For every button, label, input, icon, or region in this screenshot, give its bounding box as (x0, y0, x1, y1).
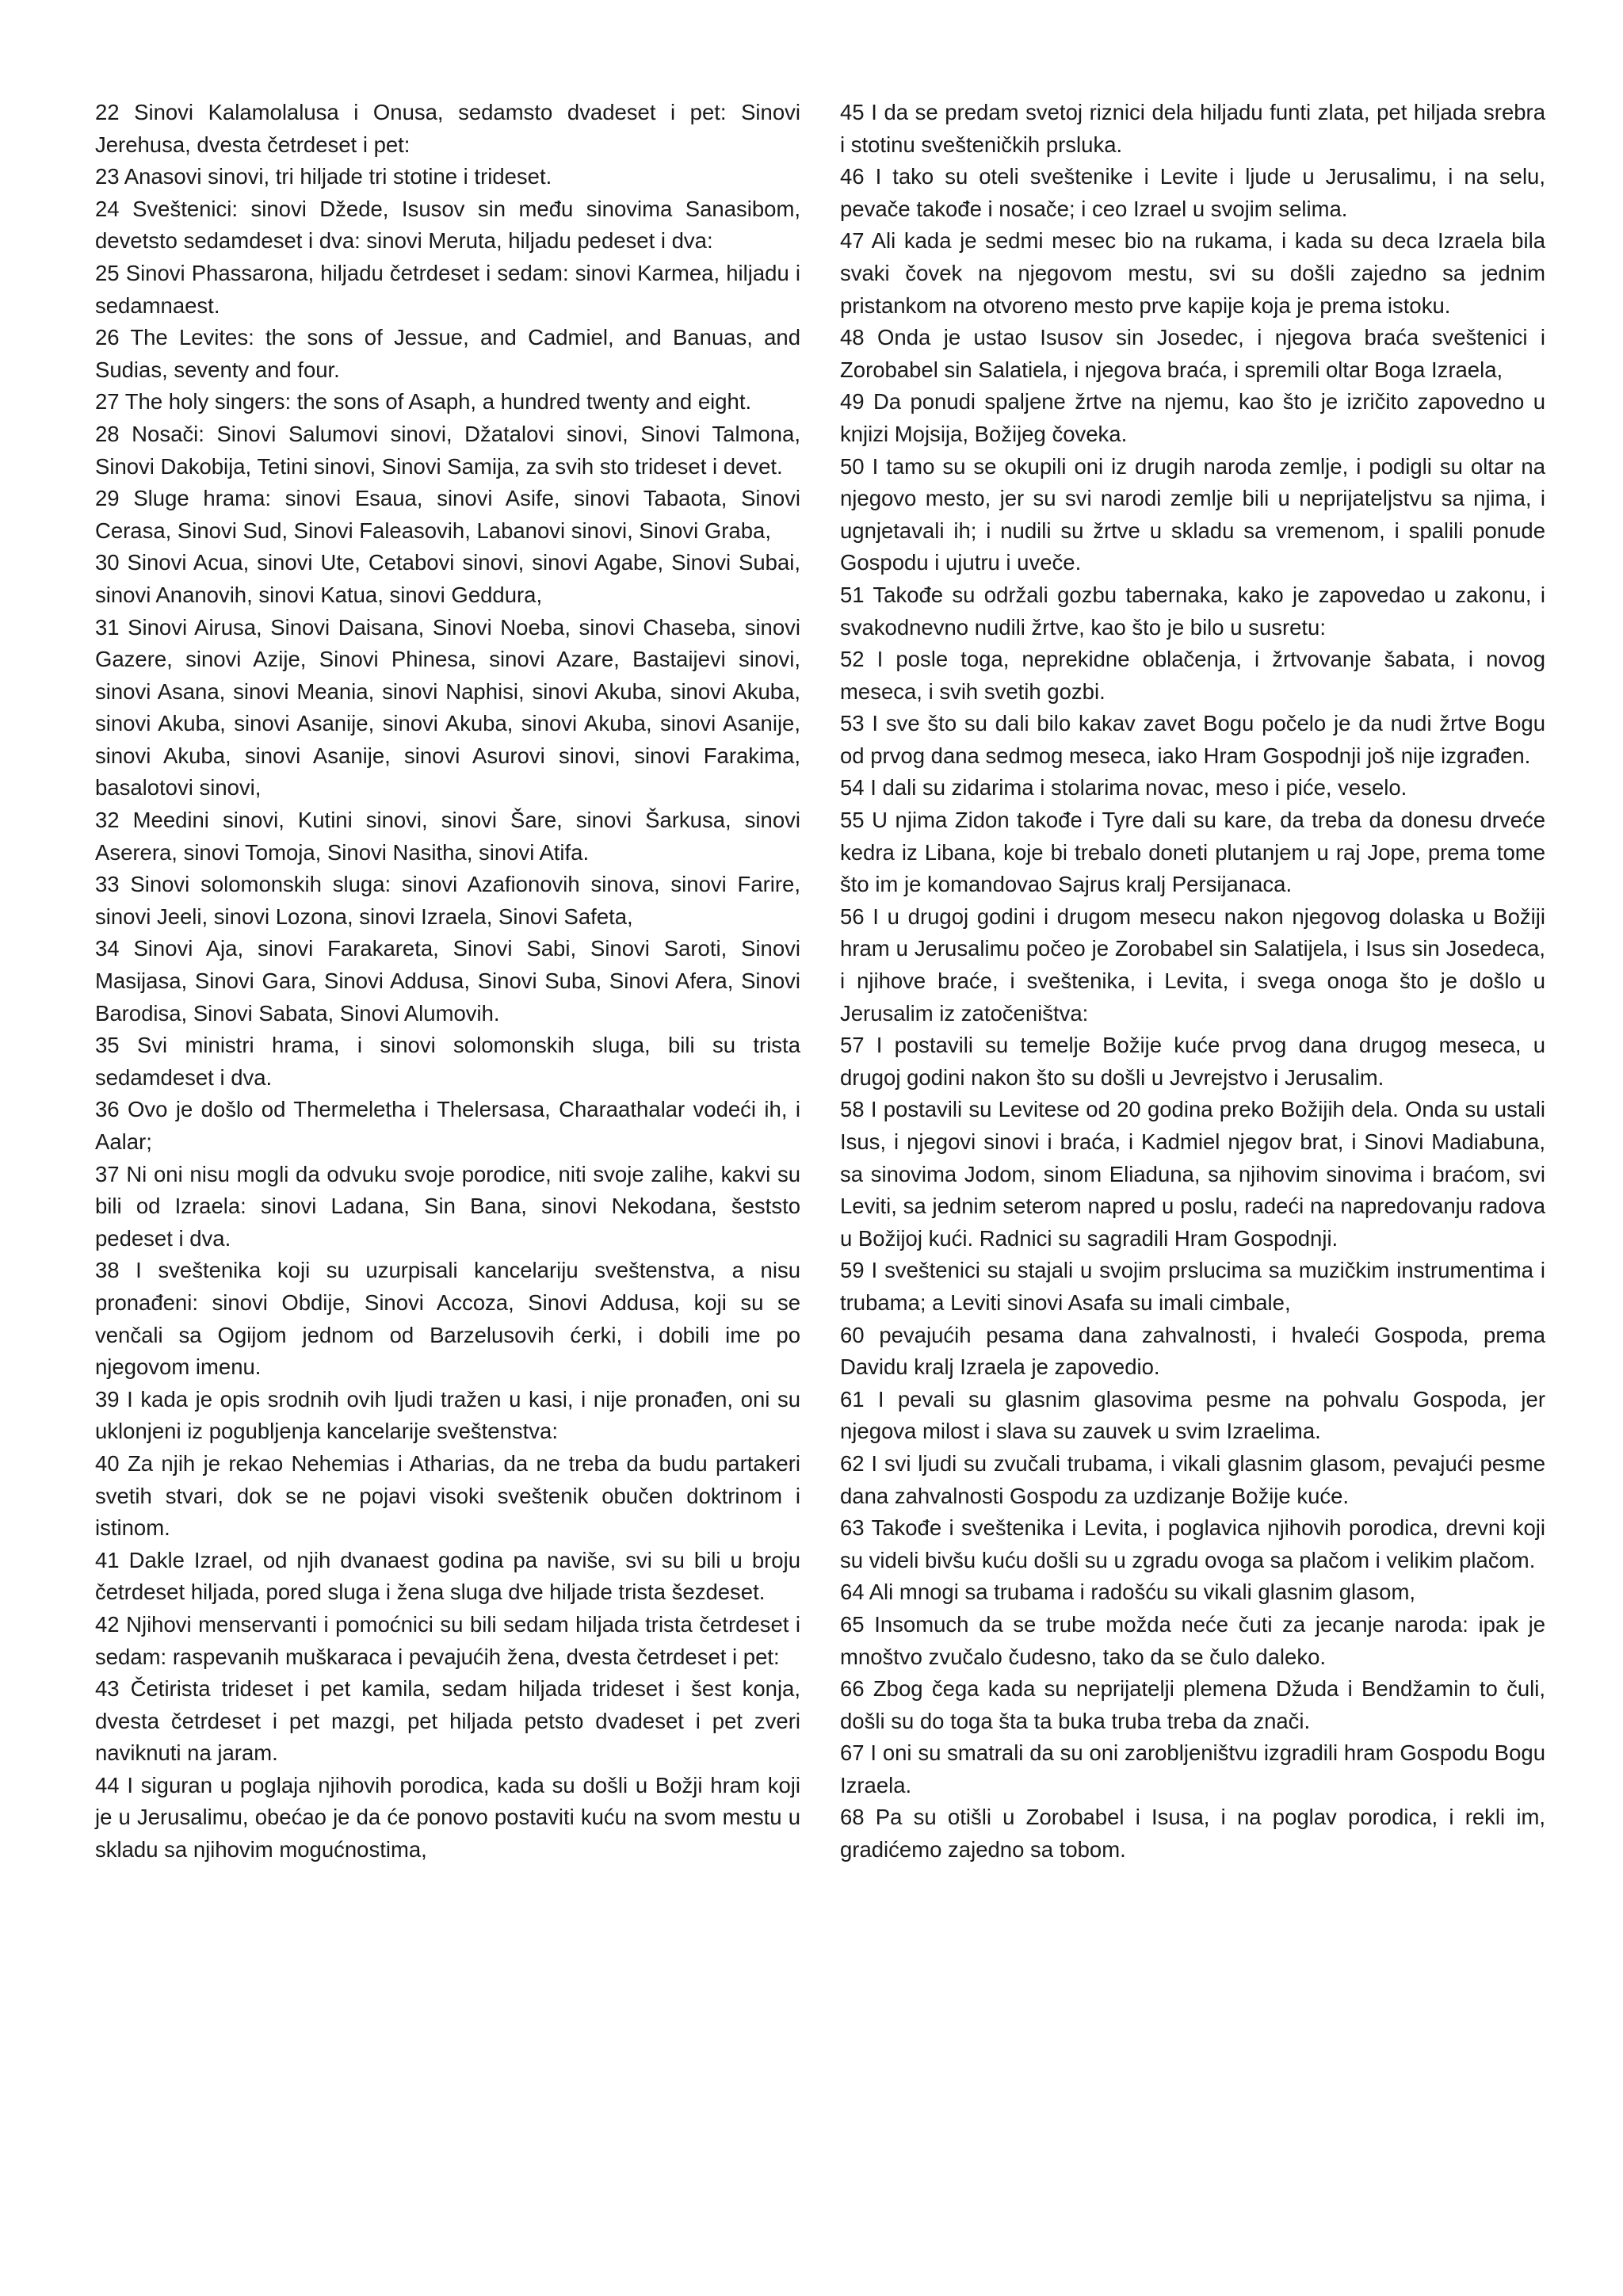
verse-paragraph: 38 I sveštenika koji su uzurpisali kancelariju sveštenstva, a nisu pronađeni: sinovi Obdije, Sinovi Accoza, Sinovi Addusa, koji su se venčali sa Ogijom jednom od Barzelusovih ćerki, i dobili ime po njegovom imenu. (95, 1258, 800, 1380)
document-page (95, 97, 1545, 2237)
verse-paragraph: 62 I svi ljudi su zvučali trubama, i vikali glasnim glasom, pevajući pesme dana zahvalnosti Gospodu za uzdizanje Božije kuće. (840, 1450, 1545, 1508)
verse-paragraph: 22 Sinovi Kalamolalusa i Onusa, sedamsto dvadeset i pet: Sinovi Jerehusa, dvesta četrdeset i pet: (95, 100, 800, 157)
verse-paragraph: 25 Sinovi Phassarona, hiljadu četrdeset i sedam: sinovi Karmea, hiljadu i sedamnaest. (95, 260, 800, 318)
verse-paragraph: 57 I postavili su temelje Božije kuće prvog dana drugog meseca, u drugoj godini nakon što su došli u Jevrejstvo i Jerusalim. (840, 1033, 1545, 1090)
verse-paragraph: 31 Sinovi Airusa, Sinovi Daisana, Sinovi Noeba, sinovi Chaseba, sinovi Gazere, sinovi Azije, Sinovi Phinesa, sinovi Azare, Bastaijevi sinovi, sinovi Asana, sinovi Meania, sinovi Naphisi, sinovi Akuba, sinovi Akuba, sinovi Akuba, sinovi Asanije, sinovi Akuba, sinovi Akuba, sinovi Asanije, sinovi Akuba, sinovi Asanije, sinovi Asurovi sinovi, sinovi Farakima, basalotovi sinovi, (95, 614, 800, 800)
verse-paragraph: 46 I tako su oteli sveštenike i Levite i ljude u Jerusalimu, i na selu, pevače takođe i nosače; i ceo Izrael u svojim selima. (840, 164, 1545, 221)
verse-paragraph: 23 Anasovi sinovi, tri hiljade tri stotine i trideset. (95, 164, 552, 189)
verse-paragraph: 27 The holy singers: the sons of Asaph, a hundred twenty and eight. (95, 389, 752, 415)
verse-paragraph: 32 Meedini sinovi, Kutini sinovi, sinovi Šare, sinovi Šarkusa, sinovi Aserera, sinovi Tomoja, Sinovi Nasitha, sinovi Atifa. (95, 808, 800, 865)
verse-paragraph: 34 Sinovi Aja, sinovi Farakareta, Sinovi Sabi, Sinovi Saroti, Sinovi Masijasa, Sinovi Gara, Sinovi Addusa, Sinovi Suba, Sinovi Afera, Sinovi Barodisa, Sinovi Sabata, Sinovi Alumovih. (95, 936, 800, 1026)
verse-paragraph: 63 Takođe i sveštenika i Levita, i poglavica njihovih porodica, drevni koji su videli bivšu kuću došli su u zgradu ovoga sa plačom i velikim plačom. (840, 1515, 1545, 1572)
verse-paragraph: 44 I siguran u poglaja njihovih porodica, kada su došli u Božji hram koji je u Jerusalimu, obećao je da će ponovo postaviti kuću na svom mestu u skladu sa njihovim mogućnostima, (95, 1772, 800, 1862)
verse-paragraph: 33 Sinovi solomonskih sluga: sinovi Azafionovih sinova, sinovi Farire, sinovi Jeeli, sinovi Lozona, sinovi Izraela, Sinovi Safeta, (95, 872, 800, 929)
verse-paragraph: 55 U njima Zidon takođe i Tyre dali su kare, da treba da donesu drveće kedra iz Libana, koje bi trebalo doneti plutanjem u raj Jope, prema tome što im je komandovao Sajrus kralj Persijanaca. (840, 808, 1545, 897)
verse-paragraph: 45 I da se predam svetoj riznici dela hiljadu funti zlata, pet hiljada srebra i stotinu svešteničkih prsluka. (840, 100, 1545, 157)
verse-paragraph: 48 Onda je ustao Isusov sin Josedec, i njegova braća sveštenici i Zorobabel sin Salatiela, i njegova braća, i spremili oltar Boga Izraela, (840, 325, 1545, 382)
verse-paragraph: 64 Ali mnogi sa trubama i radošću su vikali glasnim glasom, (840, 1580, 1416, 1605)
verse-paragraph: 49 Da ponudi spaljene žrtve na njemu, kao što je izričito zapovedno u knjizi Mojsija, Božijeg čoveka. (840, 389, 1545, 446)
verse-paragraph: 40 Za njih je rekao Nehemias i Atharias, da ne treba da budu partakeri svetih stvari, dok se ne pojavi visoki sveštenik obučen doktrinom i istinom. (95, 1450, 800, 1541)
verse-paragraph: 35 Svi ministri hrama, i sinovi solomonskih sluga, bili su trista sedamdeset i dva. (95, 1033, 800, 1090)
verse-paragraph: 53 I sve što su dali bilo kakav zavet Bogu počelo je da nudi žrtve Bogu od prvog dana sedmog meseca, iako Hram Gospodnji još nije izgrađen. (840, 711, 1545, 768)
verse-paragraph: 47 Ali kada je sedmi mesec bio na rukama, i kada su deca Izraela bila svaki čovek na njegovom mestu, svi su došli zajedno sa jednim pristankom na otvoreno mesto prve kapije koja je prema istoku. (840, 228, 1545, 318)
verse-paragraph: 56 I u drugoj godini i drugom mesecu nakon njegovog dolaska u Božiji hram u Jerusalimu počeo je Zorobabel sin Salatijela, i Isus sin Josedeca, i njihove braće, i sveštenika, i Levita, i svega onoga što je došlo u Jerusalim iz zatočeništva: (840, 904, 1545, 1026)
verse-paragraph: 66 Zbog čega kada su neprijatelji plemena Džuda i Bendžamin to čuli, došli su do toga šta ta buka truba treba da znači. (840, 1676, 1545, 1733)
verse-paragraph: 54 I dali su zidarima i stolarima novac, meso i piće, veselo. (840, 775, 1407, 800)
verse-paragraph: 24 Sveštenici: sinovi Džede, Isusov sin među sinovima Sanasibom, devetsto sedamdeset i dva: sinovi Meruta, hiljadu pedeset i dva: (95, 196, 800, 254)
verse-paragraph: 30 Sinovi Acua, sinovi Ute, Cetabovi sinovi, sinovi Agabe, Sinovi Subai, sinovi Ananovih, sinovi Katua, sinovi Geddura, (95, 550, 800, 607)
verse-paragraph: 43 Četirista trideset i pet kamila, sedam hiljada trideset i šest konja, dvesta četrdeset i pet mazgi, pet hiljada petsto dvadeset i pet zveri naviknuti na jaram. (95, 1676, 800, 1766)
verse-paragraph: 52 I posle toga, neprekidne oblačenja, i žrtvovanje šabata, i novog meseca, i svih svetih gozbi. (840, 647, 1545, 704)
verse-paragraph: 41 Dakle Izrael, od njih dvanaest godina pa naviše, svi su bili u broju četrdeset hiljada, pored sluga i žena sluga dve hiljade trista šezdeset. (95, 1547, 800, 1605)
verse-paragraph: 50 I tamo su se okupili oni iz drugih naroda zemlje, i podigli su oltar na njegovo mesto, jer su svi narodi zemlje bili u neprijateljstvu sa njima, i ugnjetavali ih; i nudili su žrtve u skladu sa vremenom, i spalili ponude Gospodu i ujutru i uveče. (840, 453, 1545, 575)
verse-paragraph: 28 Nosači: Sinovi Salumovi sinovi, Džatalovi sinovi, Sinovi Talmona, Sinovi Dakobija, Tetini sinovi, Sinovi Samija, za svih sto trideset i devet. (95, 421, 800, 479)
verse-paragraph: 37 Ni oni nisu mogli da odvuku svoje porodice, niti svoje zalihe, kakvi su bili od Izraela: sinovi Ladana, Sin Bana, sinovi Nekodana, šeststo pedeset i dva. (95, 1161, 800, 1251)
verse-paragraph: 51 Takođe su održali gozbu tabernaka, kako je zapovedao u zakonu, i svakodnevno nudili žrtve, kao što je bilo u susretu: (840, 582, 1545, 640)
verse-paragraph: 58 I postavili su Levitese od 20 godina preko Božijih dela. Onda su ustali Isus, i njegovi sinovi i braća, i Kadmiel njegov brat, i Sinovi Madiabuna, sa sinovima Jodom, sinom Eliaduna, sa njihovim sinovima i braćom, svi Leviti, sa jednim seterom napred u poslu, radeći na napredovanju radova u Božijoj kući. Radnici su sagradili Hram Gospodnji. (840, 1097, 1545, 1251)
left-column (95, 97, 800, 2237)
verse-paragraph: 60 pevajućih pesama dana zahvalnosti, i hvaleći Gospoda, prema Davidu kralj Izraela je zapovedio. (840, 1322, 1545, 1380)
verse-paragraph: 36 Ovo je došlo od Thermeletha i Thelersasa, Charaathalar vodeći ih, i Aalar; (95, 1097, 800, 1154)
verse-paragraph: 67 I oni su smatrali da su oni zarobljeništvu izgradili hram Gospodu Bogu Izraela. (840, 1740, 1545, 1797)
right-column (840, 97, 1545, 2237)
verse-paragraph: 61 I pevali su glasnim glasovima pesme na pohvalu Gospoda, jer njegova milost i slava su zauvek u svim Izraelima. (840, 1386, 1545, 1444)
verse-paragraph: 29 Sluge hrama: sinovi Esaua, sinovi Asife, sinovi Tabaota, Sinovi Cerasa, Sinovi Sud, Sinovi Faleasovih, Labanovi sinovi, Sinovi Graba, (95, 486, 800, 543)
verse-paragraph: 68 Pa su otišli u Zorobabel i Isusa, i na poglav porodica, i rekli im, gradićemo zajedno sa tobom. (840, 1805, 1545, 1862)
verse-paragraph: 26 The Levites: the sons of Jessue, and Cadmiel, and Banuas, and Sudias, seventy and four. (95, 325, 800, 382)
verse-paragraph: 42 Njihovi menservanti i pomoćnici su bili sedam hiljada trista četrdeset i sedam: raspevanih muškaraca i pevajućih žena, dvesta četrdeset i pet: (95, 1611, 800, 1669)
verse-paragraph: 65 Insomuch da se trube možda neće čuti za jecanje naroda: ipak je mnoštvo zvučalo čudesno, tako da se čulo daleko. (840, 1611, 1545, 1669)
verse-paragraph: 59 I sveštenici su stajali u svojim prslucima sa muzičkim instrumentima i trubama; a Leviti sinovi Asafa su imali cimbale, (840, 1258, 1545, 1315)
verse-paragraph: 39 I kada je opis srodnih ovih ljudi tražen u kasi, i nije pronađen, oni su uklonjeni iz pogubljenja kancelarije sveštenstva: (95, 1386, 800, 1444)
